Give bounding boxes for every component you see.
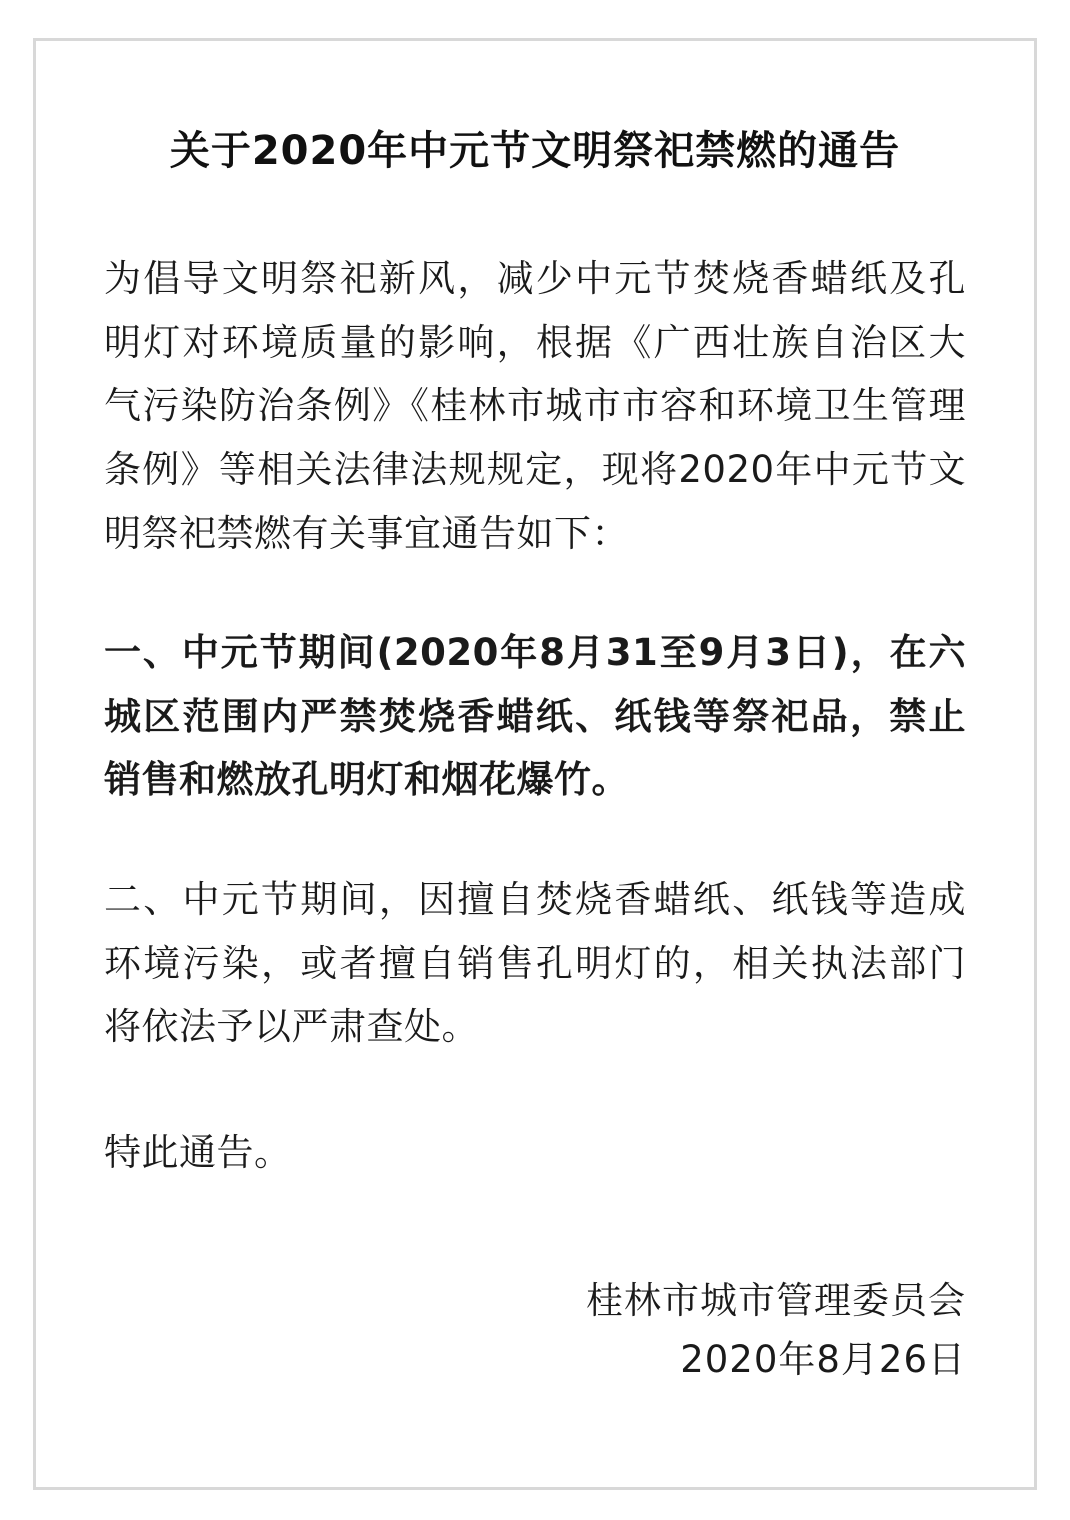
- paragraph-intro: 为倡导文明祭祀新风，减少中元节焚烧香蜡纸及孔明灯对环境质量的影响，根据《广西壮族自治区大气污染防治条例》《桂林市城市市容和环境卫生管理条例》等相关法律法规规定，现将2020年中元节文明祭祀禁燃有关事宜通告如下：: [104, 257, 966, 555]
- paragraph-item-two: 二、中元节期间，因擅自焚烧香蜡纸、纸钱等造成环境污染，或者擅自销售孔明灯的，相关执法部门将依法予以严肃查处。: [104, 878, 966, 1049]
- paragraph-item-one: 一、中元节期间(2020年8月31至9月3日)，在六城区范围内严禁焚烧香蜡纸、纸钱等祭祀品，禁止销售和燃放孔明灯和烟花爆竹。: [104, 631, 966, 802]
- signature-date: 2020年8月26日: [680, 1337, 966, 1381]
- notice-card: [33, 38, 1037, 1490]
- page-title: 关于2020年中元节文明祭祀禁燃的通告: [169, 128, 901, 174]
- signature-issuer: 桂林市城市管理委员会: [586, 1278, 966, 1322]
- paragraph-closing: 特此通告。: [104, 1130, 292, 1174]
